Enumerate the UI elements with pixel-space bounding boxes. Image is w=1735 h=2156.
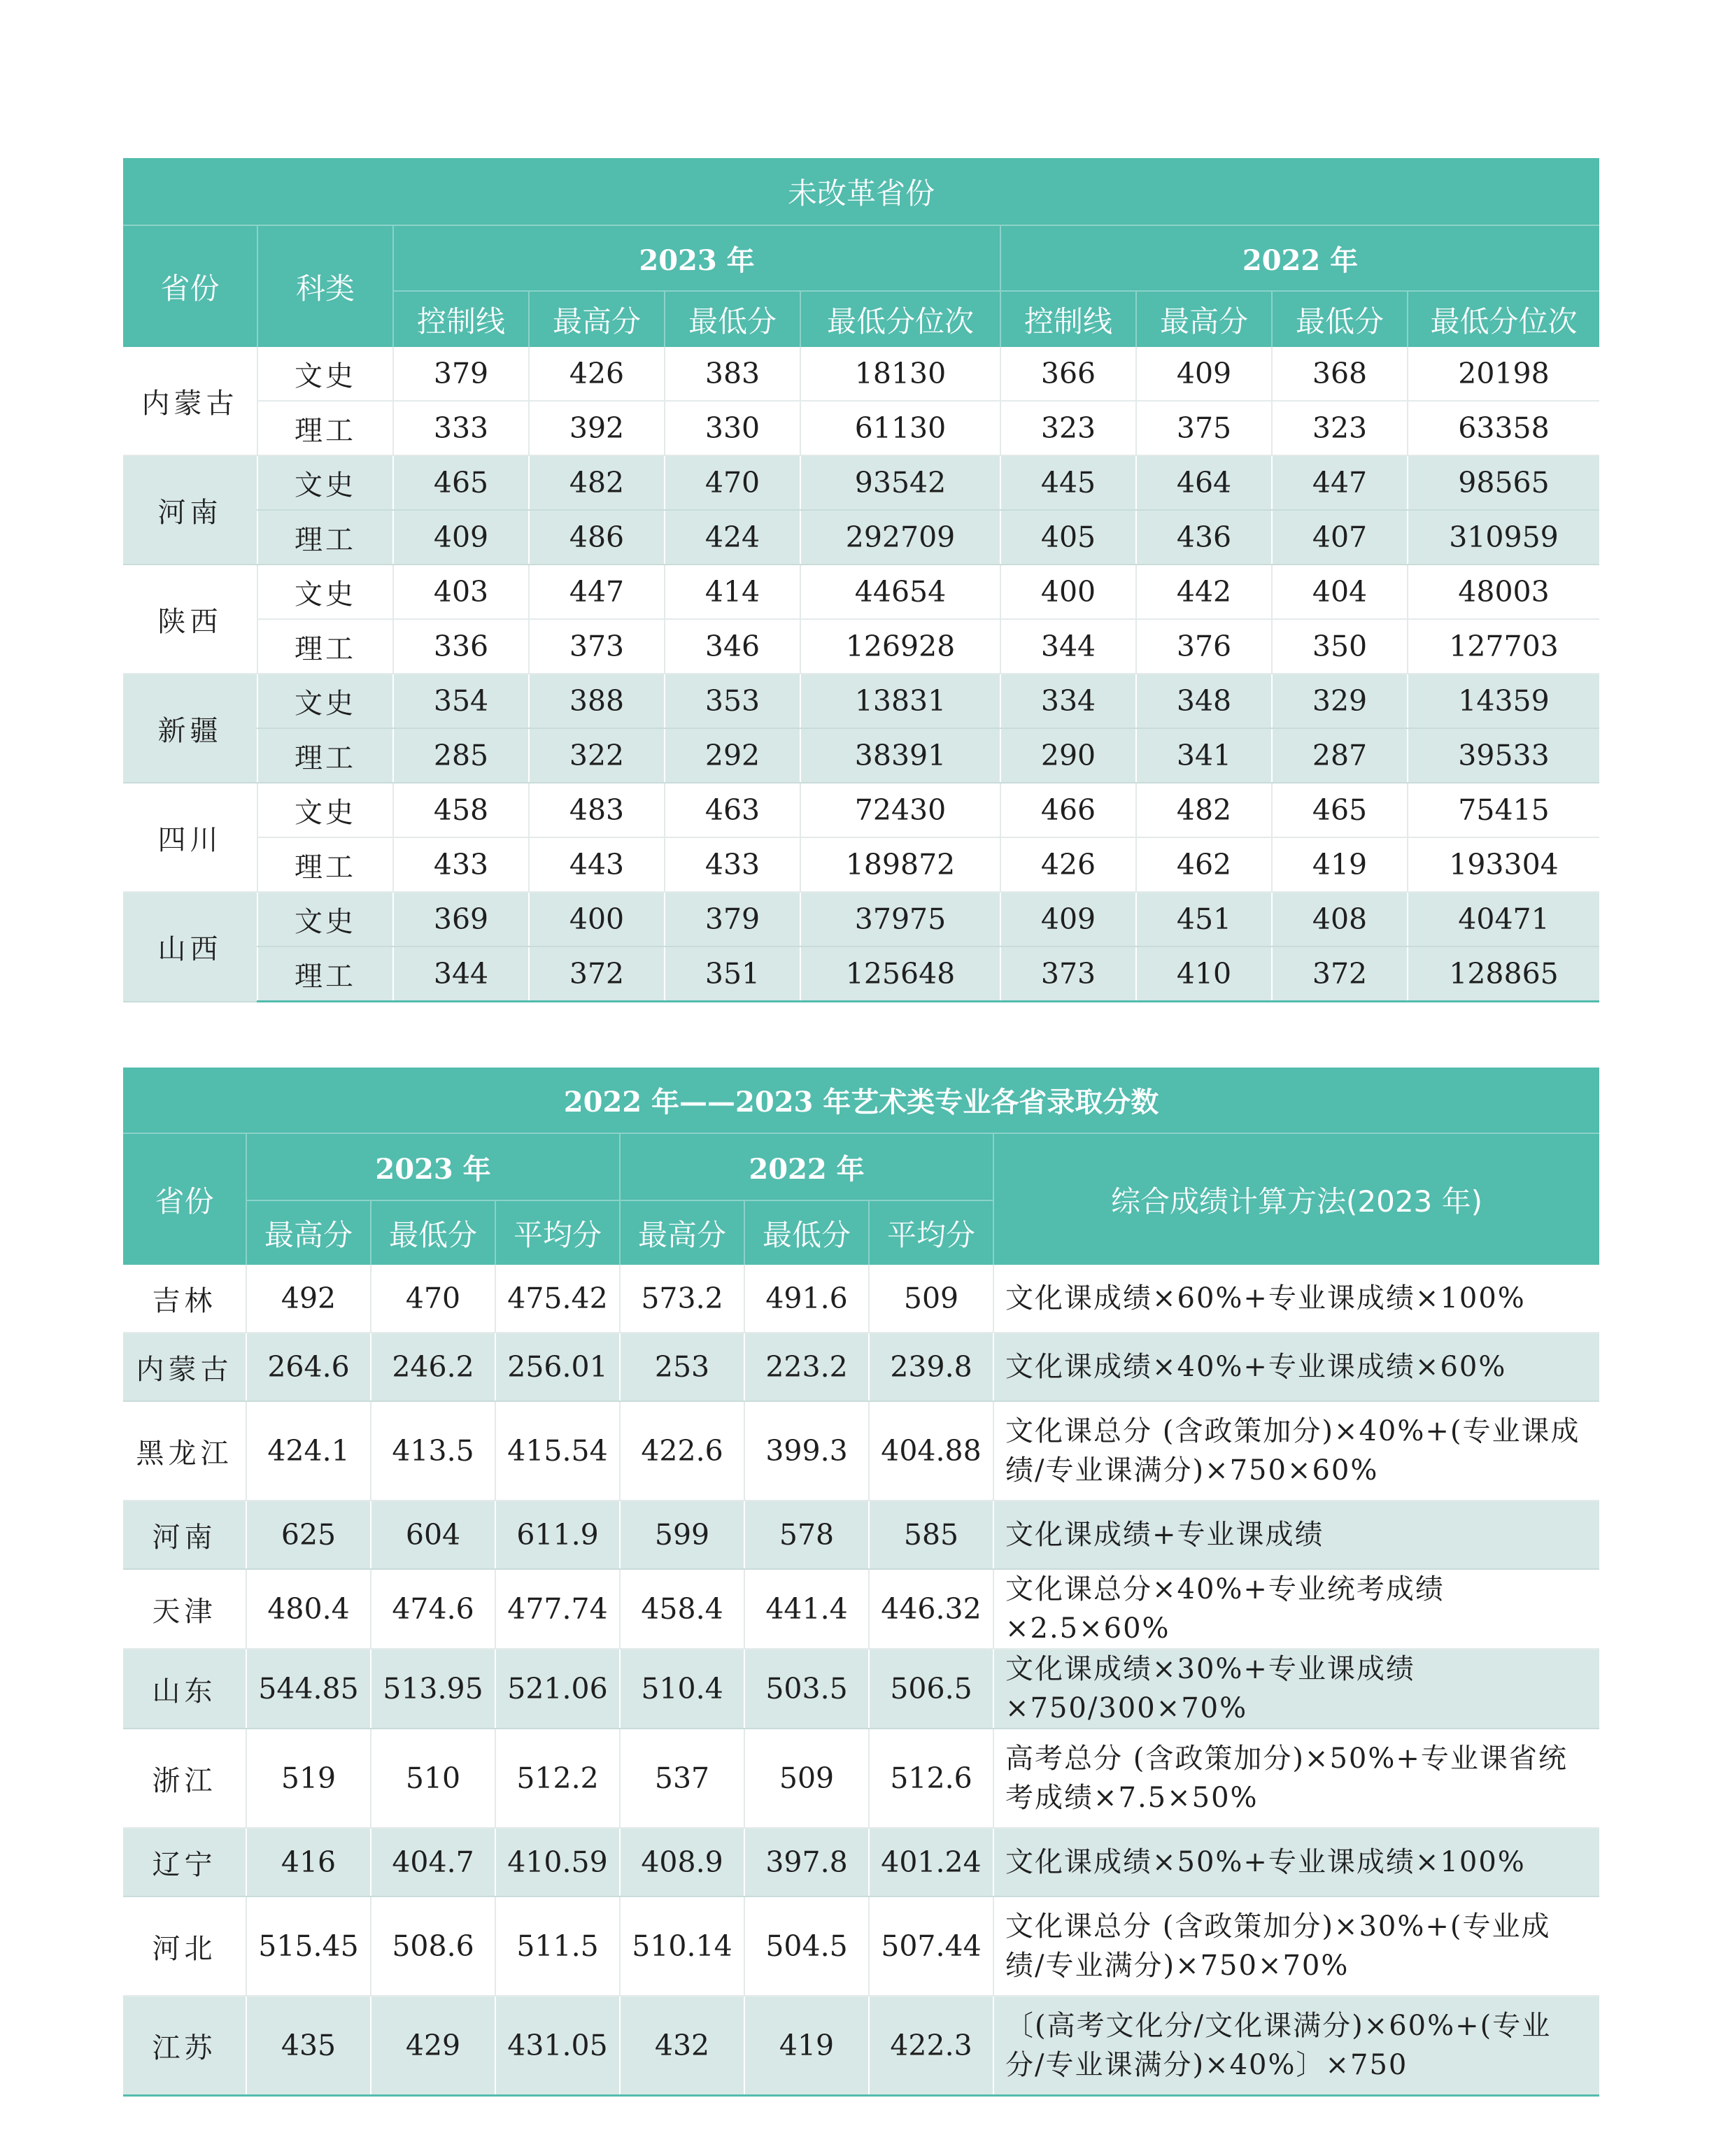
max-score-header: 最高分: [620, 1200, 744, 1265]
value-cell: 611.9: [495, 1501, 620, 1569]
value-cell: 424.1: [246, 1401, 371, 1501]
value-cell: 410: [1136, 946, 1272, 1002]
value-cell: 40471: [1408, 892, 1599, 946]
value-cell: 330: [665, 401, 800, 455]
value-cell: 409: [1136, 347, 1272, 401]
min-rank-header: 最低分位次: [800, 291, 1000, 347]
table1-title: 未改革省份: [788, 176, 935, 211]
value-cell: 351: [665, 946, 800, 1002]
value-cell: 239.8: [869, 1333, 993, 1401]
year-2022-header: 2022 年: [1000, 225, 1599, 291]
value-cell: 409: [1000, 892, 1136, 946]
value-cell: 375: [1136, 401, 1272, 455]
value-cell: 379: [665, 892, 800, 946]
value-cell: 392: [529, 401, 665, 455]
method-cell: 文化课成绩×60%+专业课成绩×100%: [993, 1265, 1599, 1333]
province-cell: 浙江: [123, 1729, 246, 1828]
value-cell: 573.2: [620, 1265, 744, 1333]
value-cell: 373: [1000, 946, 1136, 1002]
control-line-header: 控制线: [393, 291, 529, 347]
subject-cell: 文史: [257, 674, 393, 728]
value-cell: 466: [1000, 783, 1136, 837]
province-cell: 陕西: [123, 565, 257, 674]
value-cell: 344: [393, 946, 529, 1002]
value-cell: 451: [1136, 892, 1272, 946]
value-cell: 72430: [800, 783, 1000, 837]
value-cell: 126928: [800, 619, 1000, 674]
max-score-header: 最高分: [1136, 291, 1272, 347]
value-cell: 39533: [1408, 728, 1599, 783]
subject-cell: 文史: [257, 565, 393, 619]
value-cell: 368: [1272, 347, 1408, 401]
value-cell: 513.95: [371, 1649, 495, 1729]
value-cell: 193304: [1408, 837, 1599, 892]
value-cell: 333: [393, 401, 529, 455]
value-cell: 322: [529, 728, 665, 783]
value-cell: 20198: [1408, 347, 1599, 401]
value-cell: 510.4: [620, 1649, 744, 1729]
table-row: [123, 892, 1599, 946]
year-2023-header: 2023 年: [246, 1133, 620, 1200]
value-cell: 503.5: [744, 1649, 869, 1729]
subject-cell: 理工: [257, 619, 393, 674]
avg-score-header: 平均分: [495, 1200, 620, 1265]
method-cell: 文化课总分 (含政策加分)×30%+(专业成绩/专业满分)×750×70%: [993, 1896, 1599, 1996]
value-cell: 441.4: [744, 1569, 869, 1649]
value-cell: 409: [393, 510, 529, 565]
table-row: [123, 837, 1599, 892]
value-cell: 515.45: [246, 1896, 371, 1996]
value-cell: 414: [665, 565, 800, 619]
method-cell: 文化课成绩×40%+专业课成绩×60%: [993, 1333, 1599, 1401]
subject-header: 科类: [257, 225, 393, 347]
table-row: [123, 1828, 1599, 1896]
value-cell: 604: [371, 1501, 495, 1569]
value-cell: 486: [529, 510, 665, 565]
value-cell: 585: [869, 1501, 993, 1569]
value-cell: 465: [1272, 783, 1408, 837]
value-cell: 435: [246, 1996, 371, 2096]
value-cell: 426: [1000, 837, 1136, 892]
value-cell: 369: [393, 892, 529, 946]
value-cell: 506.5: [869, 1649, 993, 1729]
value-cell: 429: [371, 1996, 495, 2096]
value-cell: 431.05: [495, 1996, 620, 2096]
value-cell: 379: [393, 347, 529, 401]
value-cell: 512.2: [495, 1729, 620, 1828]
value-cell: 422.3: [869, 1996, 993, 2096]
value-cell: 125648: [800, 946, 1000, 1002]
table-row: [123, 455, 1599, 510]
table-row: [123, 1265, 1599, 1333]
table-row: [123, 1333, 1599, 1401]
value-cell: 399.3: [744, 1401, 869, 1501]
value-cell: 491.6: [744, 1265, 869, 1333]
value-cell: 416: [246, 1828, 371, 1896]
province-cell: 山东: [123, 1649, 246, 1729]
value-cell: 433: [393, 837, 529, 892]
value-cell: 483: [529, 783, 665, 837]
province-cell: 河北: [123, 1896, 246, 1996]
subject-cell: 理工: [257, 837, 393, 892]
value-cell: 442: [1136, 565, 1272, 619]
table-row: [123, 674, 1599, 728]
value-cell: 510: [371, 1729, 495, 1828]
value-cell: 511.5: [495, 1896, 620, 1996]
value-cell: 388: [529, 674, 665, 728]
value-cell: 475.42: [495, 1265, 620, 1333]
value-cell: 419: [1272, 837, 1408, 892]
province-cell: 内蒙古: [123, 347, 257, 455]
value-cell: 413.5: [371, 1401, 495, 1501]
value-cell: 433: [665, 837, 800, 892]
province-cell: 吉林: [123, 1265, 246, 1333]
table-row: [123, 1649, 1599, 1729]
unreformed-provinces-table: [123, 158, 1599, 1002]
value-cell: 75415: [1408, 783, 1599, 837]
value-cell: 446.32: [869, 1569, 993, 1649]
province-header: 省份: [123, 225, 257, 347]
value-cell: 14359: [1408, 674, 1599, 728]
province-cell: 山西: [123, 892, 257, 1002]
value-cell: 189872: [800, 837, 1000, 892]
value-cell: 504.5: [744, 1896, 869, 1996]
value-cell: 256.01: [495, 1333, 620, 1401]
value-cell: 404.7: [371, 1828, 495, 1896]
value-cell: 419: [744, 1996, 869, 2096]
method-cell: 文化课总分×40%+专业统考成绩×2.5×60%: [993, 1569, 1599, 1649]
value-cell: 127703: [1408, 619, 1599, 674]
value-cell: 509: [744, 1729, 869, 1828]
value-cell: 415.54: [495, 1401, 620, 1501]
avg-score-header: 平均分: [869, 1200, 993, 1265]
value-cell: 292709: [800, 510, 1000, 565]
value-cell: 625: [246, 1501, 371, 1569]
method-cell: 〔(高考文化分/文化课满分)×60%+(专业分/专业课满分)×40%〕×750: [993, 1996, 1599, 2096]
max-score-header: 最高分: [529, 291, 665, 347]
value-cell: 544.85: [246, 1649, 371, 1729]
min-score-header: 最低分: [1272, 291, 1408, 347]
value-cell: 372: [529, 946, 665, 1002]
value-cell: 341: [1136, 728, 1272, 783]
method-cell: 文化课成绩×50%+专业课成绩×100%: [993, 1828, 1599, 1896]
table-row: [123, 401, 1599, 455]
value-cell: 63358: [1408, 401, 1599, 455]
value-cell: 403: [393, 565, 529, 619]
subject-cell: 文史: [257, 783, 393, 837]
value-cell: 445: [1000, 455, 1136, 510]
subject-cell: 文史: [257, 455, 393, 510]
method-cell: 文化课总分 (含政策加分)×40%+(专业课成绩/专业课满分)×750×60%: [993, 1401, 1599, 1501]
table-row: [123, 1501, 1599, 1569]
value-cell: 323: [1272, 401, 1408, 455]
value-cell: 510.14: [620, 1896, 744, 1996]
value-cell: 404: [1272, 565, 1408, 619]
value-cell: 223.2: [744, 1333, 869, 1401]
value-cell: 422.6: [620, 1401, 744, 1501]
value-cell: 426: [529, 347, 665, 401]
value-cell: 480.4: [246, 1569, 371, 1649]
value-cell: 290: [1000, 728, 1136, 783]
min-rank-header: 最低分位次: [1408, 291, 1599, 347]
value-cell: 373: [529, 619, 665, 674]
value-cell: 292: [665, 728, 800, 783]
value-cell: 463: [665, 783, 800, 837]
value-cell: 508.6: [371, 1896, 495, 1996]
table-row: [123, 347, 1599, 401]
value-cell: 372: [1272, 946, 1408, 1002]
value-cell: 482: [1136, 783, 1272, 837]
subject-cell: 理工: [257, 401, 393, 455]
value-cell: 578: [744, 1501, 869, 1569]
value-cell: 447: [1272, 455, 1408, 510]
province-cell: 天津: [123, 1569, 246, 1649]
value-cell: 344: [1000, 619, 1136, 674]
value-cell: 353: [665, 674, 800, 728]
value-cell: 477.74: [495, 1569, 620, 1649]
value-cell: 519: [246, 1729, 371, 1828]
value-cell: 436: [1136, 510, 1272, 565]
value-cell: 462: [1136, 837, 1272, 892]
value-cell: 458.4: [620, 1569, 744, 1649]
value-cell: 432: [620, 1996, 744, 2096]
table-row: [123, 1996, 1599, 2096]
table-row: [123, 946, 1599, 1002]
min-score-header: 最低分: [744, 1200, 869, 1265]
value-cell: 400: [1000, 565, 1136, 619]
value-cell: 93542: [800, 455, 1000, 510]
table-row: [123, 1729, 1599, 1828]
value-cell: 48003: [1408, 565, 1599, 619]
value-cell: 38391: [800, 728, 1000, 783]
table-row: [123, 565, 1599, 619]
value-cell: 336: [393, 619, 529, 674]
subject-cell: 文史: [257, 892, 393, 946]
value-cell: 128865: [1408, 946, 1599, 1002]
value-cell: 348: [1136, 674, 1272, 728]
value-cell: 470: [665, 455, 800, 510]
min-score-header: 最低分: [665, 291, 800, 347]
year-2023-header: 2023 年: [393, 225, 1000, 291]
table-row: [123, 1569, 1599, 1649]
value-cell: 376: [1136, 619, 1272, 674]
art-admission-scores-table: [123, 1068, 1599, 2097]
subject-cell: 理工: [257, 946, 393, 1002]
value-cell: 366: [1000, 347, 1136, 401]
min-score-header: 最低分: [371, 1200, 495, 1265]
value-cell: 401.24: [869, 1828, 993, 1896]
value-cell: 509: [869, 1265, 993, 1333]
table-row: [123, 1401, 1599, 1501]
province-cell: 江苏: [123, 1996, 246, 2096]
method-cell: 高考总分 (含政策加分)×50%+专业课省统考成绩×7.5×50%: [993, 1729, 1599, 1828]
province-header: 省份: [123, 1133, 246, 1265]
value-cell: 383: [665, 347, 800, 401]
value-cell: 458: [393, 783, 529, 837]
value-cell: 329: [1272, 674, 1408, 728]
value-cell: 264.6: [246, 1333, 371, 1401]
value-cell: 354: [393, 674, 529, 728]
value-cell: 285: [393, 728, 529, 783]
value-cell: 424: [665, 510, 800, 565]
max-score-header: 最高分: [246, 1200, 371, 1265]
value-cell: 408: [1272, 892, 1408, 946]
value-cell: 13831: [800, 674, 1000, 728]
subject-cell: 理工: [257, 728, 393, 783]
table-row: [123, 619, 1599, 674]
value-cell: 37975: [800, 892, 1000, 946]
value-cell: 482: [529, 455, 665, 510]
value-cell: 287: [1272, 728, 1408, 783]
value-cell: 492: [246, 1265, 371, 1333]
value-cell: 346: [665, 619, 800, 674]
control-line-header: 控制线: [1000, 291, 1136, 347]
value-cell: 405: [1000, 510, 1136, 565]
value-cell: 465: [393, 455, 529, 510]
value-cell: 397.8: [744, 1828, 869, 1896]
table2-title: 2022 年——2023 年艺术类专业各省录取分数: [563, 1086, 1159, 1119]
province-cell: 新疆: [123, 674, 257, 783]
value-cell: 253: [620, 1333, 744, 1401]
subject-cell: 文史: [257, 347, 393, 401]
table-row: [123, 783, 1599, 837]
value-cell: 334: [1000, 674, 1136, 728]
province-cell: 内蒙古: [123, 1333, 246, 1401]
value-cell: 61130: [800, 401, 1000, 455]
method-cell: 文化课成绩+专业课成绩: [993, 1501, 1599, 1569]
table-row: [123, 728, 1599, 783]
value-cell: 404.88: [869, 1401, 993, 1501]
value-cell: 474.6: [371, 1569, 495, 1649]
table-row: [123, 510, 1599, 565]
subject-cell: 理工: [257, 510, 393, 565]
province-cell: 辽宁: [123, 1828, 246, 1896]
value-cell: 447: [529, 565, 665, 619]
value-cell: 408.9: [620, 1828, 744, 1896]
value-cell: 44654: [800, 565, 1000, 619]
value-cell: 521.06: [495, 1649, 620, 1729]
value-cell: 310959: [1408, 510, 1599, 565]
value-cell: 98565: [1408, 455, 1599, 510]
value-cell: 410.59: [495, 1828, 620, 1896]
value-cell: 400: [529, 892, 665, 946]
value-cell: 350: [1272, 619, 1408, 674]
province-cell: 河南: [123, 455, 257, 565]
value-cell: 443: [529, 837, 665, 892]
province-cell: 四川: [123, 783, 257, 892]
value-cell: 18130: [800, 347, 1000, 401]
method-header: 综合成绩计算方法(2023 年): [993, 1133, 1599, 1265]
value-cell: 246.2: [371, 1333, 495, 1401]
method-cell: 文化课成绩×30%+专业课成绩×750/300×70%: [993, 1649, 1599, 1729]
table-row: [123, 1896, 1599, 1996]
value-cell: 407: [1272, 510, 1408, 565]
value-cell: 507.44: [869, 1896, 993, 1996]
value-cell: 323: [1000, 401, 1136, 455]
year-2022-header: 2022 年: [620, 1133, 993, 1200]
value-cell: 512.6: [869, 1729, 993, 1828]
value-cell: 537: [620, 1729, 744, 1828]
value-cell: 470: [371, 1265, 495, 1333]
province-cell: 河南: [123, 1501, 246, 1569]
value-cell: 464: [1136, 455, 1272, 510]
province-cell: 黑龙江: [123, 1401, 246, 1501]
value-cell: 599: [620, 1501, 744, 1569]
